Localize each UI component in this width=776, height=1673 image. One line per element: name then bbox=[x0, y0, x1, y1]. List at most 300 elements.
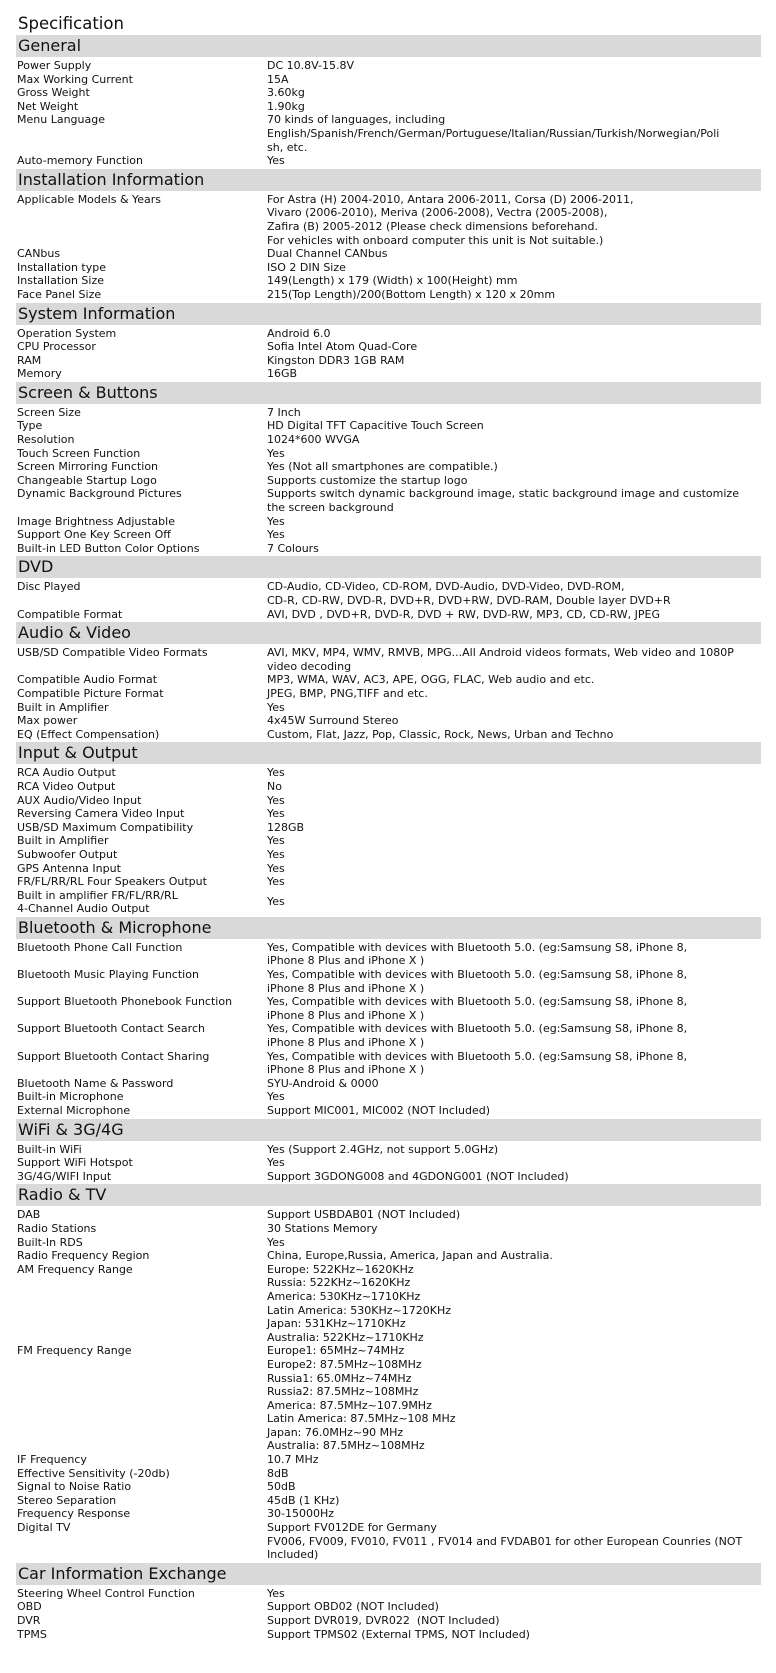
spec-value bbox=[267, 327, 761, 341]
spec-label: Support Bluetooth Phonebook Function bbox=[17, 995, 233, 1009]
spec-row bbox=[16, 1344, 761, 1453]
spec-value bbox=[267, 834, 761, 848]
spec-row bbox=[16, 460, 761, 474]
spec-value bbox=[267, 247, 761, 261]
section-header: System Information bbox=[16, 303, 761, 325]
spec-label: OBD bbox=[17, 1600, 42, 1614]
spec-value bbox=[267, 780, 761, 794]
spec-value-line: video decoding bbox=[267, 659, 352, 673]
spec-value bbox=[267, 646, 761, 673]
spec-value-line: Yes bbox=[267, 528, 285, 542]
spec-value-line: Yes bbox=[267, 895, 285, 909]
spec-value bbox=[267, 1143, 761, 1157]
spec-value-line: iPhone 8 Plus and iPhone X ) bbox=[267, 1008, 425, 1022]
spec-section bbox=[16, 35, 761, 169]
spec-rows bbox=[16, 57, 761, 169]
spec-label: EQ (Effect Compensation) bbox=[17, 727, 160, 741]
spec-row bbox=[16, 1077, 761, 1091]
spec-row bbox=[16, 1453, 761, 1467]
spec-label: Built-in LED Button Color Options bbox=[17, 541, 200, 555]
spec-row bbox=[16, 1467, 761, 1481]
spec-section bbox=[16, 917, 761, 1119]
spec-label: Reversing Camera Video Input bbox=[17, 807, 185, 821]
spec-section bbox=[16, 1184, 761, 1562]
spec-value bbox=[267, 807, 761, 821]
section-header: Input & Output bbox=[16, 742, 761, 764]
spec-value-line: Yes bbox=[267, 154, 285, 168]
spec-value bbox=[267, 487, 761, 514]
spec-row bbox=[16, 687, 761, 701]
spec-value bbox=[267, 673, 761, 687]
spec-value-line: CD-R, CD-RW, DVD-R, DVD+R, DVD+RW, DVD-RAM, Double layer DVD+R bbox=[267, 594, 671, 607]
spec-label: USB/SD Compatible Video Formats bbox=[17, 646, 208, 660]
spec-section bbox=[16, 742, 761, 917]
spec-value-line: Support TPMS02 (External TPMS, NOT Included) bbox=[267, 1627, 530, 1641]
spec-value-line: 149(Length) x 179 (Width) x 100(Height) mm bbox=[267, 274, 518, 288]
spec-value bbox=[267, 1614, 761, 1628]
spec-value-line: 215(Top Length)/200(Bottom Length) x 120 x 20mm bbox=[267, 287, 556, 301]
spec-value bbox=[267, 701, 761, 715]
spec-value bbox=[267, 714, 761, 728]
spec-row bbox=[16, 1600, 761, 1614]
spec-rows bbox=[16, 644, 761, 742]
spec-value bbox=[267, 1077, 761, 1091]
spec-row bbox=[16, 673, 761, 687]
spec-value-line: Yes, Compatible with devices with Bluetooth 5.0. (eg:Samsung S8, iPhone 8, bbox=[267, 1022, 688, 1036]
spec-row bbox=[16, 100, 761, 114]
spec-label: Frequency Response bbox=[17, 1507, 131, 1521]
spec-row bbox=[16, 261, 761, 275]
spec-value-line: Yes bbox=[267, 861, 285, 875]
spec-value-line: sh, etc. bbox=[267, 140, 308, 154]
spec-row bbox=[16, 113, 761, 154]
spec-value-line: Yes, Compatible with devices with Bluetooth 5.0. (eg:Samsung S8, iPhone 8, bbox=[267, 1049, 688, 1063]
spec-row bbox=[16, 1587, 761, 1601]
spec-label: Subwoofer Output bbox=[17, 847, 118, 861]
spec-label: CPU Processor bbox=[17, 340, 96, 354]
spec-label: TPMS bbox=[17, 1627, 47, 1641]
spec-row bbox=[16, 73, 761, 87]
spec-row bbox=[16, 834, 761, 848]
spec-row bbox=[16, 941, 761, 968]
spec-value-line: 15A bbox=[267, 72, 289, 86]
spec-section bbox=[16, 169, 761, 303]
spec-label: External Microphone bbox=[17, 1104, 131, 1117]
section-header: Radio & TV bbox=[16, 1184, 761, 1206]
spec-value bbox=[267, 433, 761, 447]
spec-label: Built-in Microphone bbox=[17, 1090, 124, 1104]
spec-label: Radio Frequency Region bbox=[17, 1249, 150, 1263]
spec-row bbox=[16, 580, 761, 607]
spec-row bbox=[16, 995, 761, 1022]
spec-value-line: MP3, WMA, WAV, AC3, APE, OGG, FLAC, Web audio and etc. bbox=[267, 673, 595, 687]
spec-row bbox=[16, 474, 761, 488]
spec-label: Built in Amplifier bbox=[17, 834, 109, 848]
spec-value-line: Support MIC001, MIC002 (NOT Included) bbox=[267, 1104, 491, 1117]
spec-value bbox=[267, 968, 761, 995]
spec-value bbox=[267, 447, 761, 461]
spec-row bbox=[16, 288, 761, 302]
spec-value-line: Yes bbox=[267, 1586, 285, 1600]
spec-value-line: Yes bbox=[267, 1156, 285, 1170]
spec-value bbox=[267, 515, 761, 529]
spec-value-line: 30 Stations Memory bbox=[267, 1221, 378, 1235]
spec-row bbox=[16, 875, 761, 889]
spec-row bbox=[16, 1222, 761, 1236]
spec-label: Image Brightness Adjustable bbox=[17, 514, 175, 528]
spec-value bbox=[267, 154, 761, 168]
spec-value bbox=[267, 528, 761, 542]
spec-value-line: Supports switch dynamic background image, static background image and customize bbox=[267, 487, 739, 501]
spec-label: Built-In RDS bbox=[17, 1235, 83, 1249]
spec-value bbox=[267, 728, 761, 742]
spec-label: Power Supply bbox=[17, 59, 92, 72]
spec-value-line: Included) bbox=[267, 1548, 319, 1562]
spec-value-line: AVI, DVD , DVD+R, DVD-R, DVD + RW, DVD-RW, MP3, CD, CD-RW, JPEG bbox=[267, 607, 661, 621]
spec-value-line: JPEG, BMP, PNG,TIFF and etc. bbox=[267, 686, 428, 700]
spec-value-line: For vehicles with onboard computer this unit is Not suitable.) bbox=[267, 233, 604, 247]
spec-row bbox=[16, 327, 761, 341]
spec-value-line: Yes (Support 2.4GHz, not support 5.0GHz) bbox=[267, 1142, 499, 1156]
spec-label: Gross Weight bbox=[17, 86, 90, 100]
spec-value-line: 1.90kg bbox=[267, 99, 305, 113]
spec-value bbox=[267, 1587, 761, 1601]
spec-value-line: Android 6.0 bbox=[267, 326, 331, 340]
spec-value-line: Latin America: 87.5MHz~108 MHz bbox=[267, 1412, 456, 1426]
spec-value-line: ISO 2 DIN Size bbox=[267, 260, 346, 274]
spec-label: Touch Screen Function bbox=[17, 446, 141, 460]
spec-value bbox=[267, 687, 761, 701]
spec-value bbox=[267, 1453, 761, 1467]
spec-label: Support Bluetooth Contact Sharing bbox=[17, 1049, 210, 1063]
spec-rows bbox=[16, 578, 761, 622]
spec-value bbox=[267, 474, 761, 488]
spec-value-line: Europe2: 87.5MHz~108MHz bbox=[267, 1357, 422, 1371]
spec-row bbox=[16, 1208, 761, 1222]
spec-label: DVR bbox=[17, 1614, 41, 1627]
spec-value-line: Zafira (B) 2005-2012 (Please check dimensions beforehand. bbox=[267, 219, 599, 233]
spec-section bbox=[16, 303, 761, 382]
spec-row bbox=[16, 1521, 761, 1562]
spec-value bbox=[267, 1521, 761, 1562]
spec-value-line: Yes bbox=[267, 1090, 285, 1104]
spec-value bbox=[267, 1090, 761, 1104]
spec-row bbox=[16, 1090, 761, 1104]
spec-section bbox=[16, 382, 761, 557]
spec-value-line: Japan: 531KHz~1710KHz bbox=[267, 1317, 406, 1331]
spec-value-line: Japan: 76.0MHz~90 MHz bbox=[267, 1425, 404, 1439]
spec-row bbox=[16, 340, 761, 354]
spec-value-line: Support USBDAB01 (NOT Included) bbox=[267, 1208, 461, 1222]
spec-row bbox=[16, 247, 761, 261]
spec-value-line: Russia: 522KHz~1620KHz bbox=[267, 1276, 411, 1290]
spec-value-line: Russia2: 87.5MHz~108MHz bbox=[267, 1385, 419, 1399]
spec-value bbox=[267, 193, 761, 247]
section-header: General bbox=[16, 35, 761, 57]
spec-value-line: 128GB bbox=[267, 820, 305, 834]
spec-value-line: iPhone 8 Plus and iPhone X ) bbox=[267, 981, 425, 995]
spec-value-line: 10.7 MHz bbox=[267, 1453, 319, 1467]
spec-value-line: Yes bbox=[267, 875, 285, 889]
spec-value bbox=[267, 794, 761, 808]
spec-value-line: Kingston DDR3 1GB RAM bbox=[267, 353, 405, 367]
spec-label: Built in Amplifier bbox=[17, 700, 109, 714]
spec-label: Screen Size bbox=[17, 405, 81, 419]
spec-row bbox=[16, 1236, 761, 1250]
spec-label: Operation System bbox=[17, 326, 117, 340]
spec-value-line: 1024*600 WVGA bbox=[267, 433, 360, 447]
spec-row bbox=[16, 1156, 761, 1170]
spec-value-line: Australia: 522KHz~1710KHz bbox=[267, 1330, 424, 1344]
spec-row bbox=[16, 86, 761, 100]
spec-value bbox=[267, 862, 761, 876]
spec-row bbox=[16, 608, 761, 622]
spec-value bbox=[267, 895, 761, 909]
spec-value-line: Yes bbox=[267, 793, 285, 807]
spec-value bbox=[267, 1600, 761, 1614]
spec-value-line: FV006, FV009, FV010, FV011 , FV014 and FVDAB01 for other European Counries (NOT bbox=[267, 1534, 743, 1548]
spec-label: GPS Antenna Input bbox=[17, 861, 121, 875]
spec-label: Steering Wheel Control Function bbox=[17, 1586, 195, 1600]
spec-value bbox=[267, 274, 761, 288]
spec-value bbox=[267, 1249, 761, 1263]
section-header: Screen & Buttons bbox=[16, 382, 761, 404]
spec-value-line: Sofia Intel Atom Quad-Core bbox=[267, 340, 418, 354]
spec-value-line: Dual Channel CANbus bbox=[267, 247, 388, 261]
spec-value-line: Support DVR019, DVR022 (NOT Included) bbox=[267, 1614, 500, 1627]
spec-row bbox=[16, 766, 761, 780]
spec-value bbox=[267, 1170, 761, 1184]
spec-row bbox=[16, 1494, 761, 1508]
spec-label: Bluetooth Name & Password bbox=[17, 1076, 174, 1090]
spec-value-line: Australia: 87.5MHz~108MHz bbox=[267, 1439, 425, 1453]
spec-value-line: 30-15000Hz bbox=[267, 1507, 335, 1521]
spec-label: Built in amplifier FR/FL/RR/RL 4-Channel Audio Output bbox=[17, 888, 178, 916]
spec-sections bbox=[16, 35, 761, 1642]
spec-value bbox=[267, 288, 761, 302]
spec-value bbox=[267, 113, 761, 154]
spec-value bbox=[267, 1480, 761, 1494]
spec-value bbox=[267, 1344, 761, 1453]
spec-row bbox=[16, 528, 761, 542]
spec-label: Digital TV bbox=[17, 1521, 71, 1535]
spec-label: Compatible Picture Format bbox=[17, 686, 164, 700]
spec-value bbox=[267, 1263, 761, 1345]
spec-value-line: iPhone 8 Plus and iPhone X ) bbox=[267, 1063, 425, 1077]
spec-row bbox=[16, 1249, 761, 1263]
spec-value bbox=[267, 1467, 761, 1481]
spec-value-line: 8dB bbox=[267, 1466, 289, 1480]
spec-value-line: Russia1: 65.0MHz~74MHz bbox=[267, 1371, 412, 1385]
spec-row bbox=[16, 274, 761, 288]
spec-label: RCA Audio Output bbox=[17, 766, 116, 780]
spec-value-line: DC 10.8V-15.8V bbox=[267, 59, 355, 72]
spec-value bbox=[267, 875, 761, 889]
spec-value-line: 16GB bbox=[267, 367, 298, 381]
spec-label: RCA Video Output bbox=[17, 779, 116, 793]
spec-value bbox=[267, 59, 761, 73]
spec-row bbox=[16, 433, 761, 447]
section-header: Audio & Video bbox=[16, 622, 761, 644]
spec-label: Resolution bbox=[17, 433, 75, 447]
spec-value-line: Europe1: 65MHz~74MHz bbox=[267, 1344, 405, 1358]
spec-row bbox=[16, 193, 761, 247]
spec-value bbox=[267, 941, 761, 968]
spec-row bbox=[16, 447, 761, 461]
spec-label: Dynamic Background Pictures bbox=[17, 487, 182, 501]
spec-value-line: SYU-Android & 0000 bbox=[267, 1076, 379, 1090]
spec-value-line: Yes bbox=[267, 1235, 285, 1249]
spec-value bbox=[267, 100, 761, 114]
spec-value bbox=[267, 354, 761, 368]
spec-label: Built-in WiFi bbox=[17, 1142, 82, 1156]
spec-row bbox=[16, 406, 761, 420]
spec-value-line: Yes bbox=[267, 847, 285, 861]
spec-value-line: No bbox=[267, 779, 282, 793]
spec-value-line: 7 Colours bbox=[267, 541, 319, 555]
spec-label: Net Weight bbox=[17, 99, 79, 113]
spec-value bbox=[267, 1156, 761, 1170]
spec-row bbox=[16, 1170, 761, 1184]
spec-label: IF Frequency bbox=[17, 1453, 87, 1467]
spec-label: Support WiFi Hotspot bbox=[17, 1156, 133, 1170]
spec-row bbox=[16, 780, 761, 794]
spec-label: Effective Sensitivity (-20db) bbox=[17, 1466, 170, 1480]
spec-value-line: Supports customize the startup logo bbox=[267, 473, 468, 487]
spec-value-line: America: 87.5MHz~107.9MHz bbox=[267, 1398, 432, 1412]
spec-value bbox=[267, 1050, 761, 1077]
spec-value-line: Support OBD02 (NOT Included) bbox=[267, 1600, 439, 1614]
spec-rows bbox=[16, 191, 761, 303]
spec-label: Installation Size bbox=[17, 274, 105, 288]
spec-value-line: Support FV012DE for Germany bbox=[267, 1521, 437, 1535]
spec-label: Installation type bbox=[17, 260, 106, 274]
spec-value-line: Yes, Compatible with devices with Bluetooth 5.0. (eg:Samsung S8, iPhone 8, bbox=[267, 995, 688, 1009]
spec-value bbox=[267, 821, 761, 835]
spec-section bbox=[16, 1119, 761, 1185]
spec-label: Type bbox=[17, 419, 43, 433]
spec-label: AM Frequency Range bbox=[17, 1262, 133, 1276]
spec-row bbox=[16, 1050, 761, 1077]
spec-label: Memory bbox=[17, 367, 62, 381]
spec-label: Applicable Models & Years bbox=[17, 192, 162, 206]
page-title: Specification bbox=[18, 14, 124, 33]
spec-value-line: HD Digital TFT Capacitive Touch Screen bbox=[267, 419, 484, 433]
spec-row bbox=[16, 1143, 761, 1157]
spec-label: FR/FL/RR/RL Four Speakers Output bbox=[17, 875, 207, 889]
spec-row bbox=[16, 1507, 761, 1521]
spec-rows bbox=[16, 404, 761, 557]
spec-label: AUX Audio/Video Input bbox=[17, 793, 142, 807]
spec-row bbox=[16, 419, 761, 433]
spec-label: Bluetooth Phone Call Function bbox=[17, 940, 183, 954]
spec-section bbox=[16, 1563, 761, 1642]
spec-rows bbox=[16, 939, 761, 1119]
spec-row bbox=[16, 821, 761, 835]
spec-value bbox=[267, 460, 761, 474]
spec-value-line: America: 530KHz~1710KHz bbox=[267, 1289, 421, 1303]
spec-value-line: China, Europe,Russia, America, Japan and Australia. bbox=[267, 1249, 553, 1263]
spec-label: Radio Stations bbox=[17, 1221, 97, 1235]
spec-row bbox=[16, 968, 761, 995]
spec-value bbox=[267, 340, 761, 354]
spec-row bbox=[16, 728, 761, 742]
spec-value bbox=[267, 848, 761, 862]
spec-row bbox=[16, 807, 761, 821]
spec-label: Support Bluetooth Contact Search bbox=[17, 1022, 205, 1036]
spec-section bbox=[16, 556, 761, 622]
spec-label: Support One Key Screen Off bbox=[17, 528, 171, 542]
spec-row bbox=[16, 1263, 761, 1345]
spec-value bbox=[267, 608, 761, 622]
spec-value-line: 45dB (1 KHz) bbox=[267, 1493, 340, 1507]
section-header: DVD bbox=[16, 556, 761, 578]
spec-row bbox=[16, 1480, 761, 1494]
spec-value bbox=[267, 1208, 761, 1222]
spec-row bbox=[16, 515, 761, 529]
section-header: WiFi & 3G/4G bbox=[16, 1119, 761, 1141]
spec-value-line: 50dB bbox=[267, 1480, 296, 1494]
spec-rows bbox=[16, 1585, 761, 1642]
spec-value-line: 3.60kg bbox=[267, 86, 305, 100]
spec-row bbox=[16, 1022, 761, 1049]
spec-value bbox=[267, 406, 761, 420]
spec-value bbox=[267, 766, 761, 780]
spec-row bbox=[16, 354, 761, 368]
spec-label: Max Working Current bbox=[17, 72, 133, 86]
spec-row bbox=[16, 367, 761, 381]
spec-value bbox=[267, 1104, 761, 1118]
spec-value-line: iPhone 8 Plus and iPhone X ) bbox=[267, 1036, 425, 1050]
spec-value-line: Yes bbox=[267, 514, 285, 528]
spec-row bbox=[16, 1614, 761, 1628]
spec-label: Face Panel Size bbox=[17, 287, 102, 301]
spec-row bbox=[16, 487, 761, 514]
section-header: Installation Information bbox=[16, 169, 761, 191]
spec-row bbox=[16, 848, 761, 862]
spec-label: Compatible Audio Format bbox=[17, 673, 158, 687]
spec-rows bbox=[16, 764, 761, 917]
spec-label: Signal to Noise Ratio bbox=[17, 1480, 132, 1494]
spec-value-line: CD-Audio, CD-Video, CD-ROM, DVD-Audio, DVD-Video, DVD-ROM, bbox=[267, 580, 625, 594]
spec-value-line: Latin America: 530KHz~1720KHz bbox=[267, 1303, 452, 1317]
spec-value-line: Vivaro (2006-2010), Meriva (2006-2008), Vectra (2005-2008), bbox=[267, 206, 608, 220]
spec-row bbox=[16, 794, 761, 808]
spec-value bbox=[267, 1222, 761, 1236]
spec-value bbox=[267, 367, 761, 381]
spec-row bbox=[16, 1628, 761, 1642]
spec-label: Screen Mirroring Function bbox=[17, 460, 159, 474]
spec-value bbox=[267, 261, 761, 275]
spec-value-line: 7 Inch bbox=[267, 405, 301, 419]
spec-value-line: Yes, Compatible with devices with Bluetooth 5.0. (eg:Samsung S8, iPhone 8, bbox=[267, 940, 688, 954]
spec-label: Max power bbox=[17, 714, 78, 728]
spec-value bbox=[267, 1628, 761, 1642]
spec-row bbox=[16, 889, 761, 916]
spec-label: Disc Played bbox=[17, 580, 81, 594]
spec-value-line: Yes bbox=[267, 766, 285, 780]
section-header: Bluetooth & Microphone bbox=[16, 917, 761, 939]
spec-rows bbox=[16, 1141, 761, 1185]
spec-value bbox=[267, 995, 761, 1022]
spec-value bbox=[267, 1236, 761, 1250]
spec-label: RAM bbox=[17, 353, 42, 367]
spec-value-line: Yes (Not all smartphones are compatible.) bbox=[267, 460, 498, 474]
spec-value bbox=[267, 580, 761, 607]
spec-value bbox=[267, 419, 761, 433]
spec-value-line: For Astra (H) 2004-2010, Antara 2006-2011, Corsa (D) 2006-2011, bbox=[267, 192, 634, 206]
spec-value-line: English/Spanish/French/German/Portuguese/Italian/Russian/Turkish/Norwegian/Poli bbox=[267, 126, 720, 140]
